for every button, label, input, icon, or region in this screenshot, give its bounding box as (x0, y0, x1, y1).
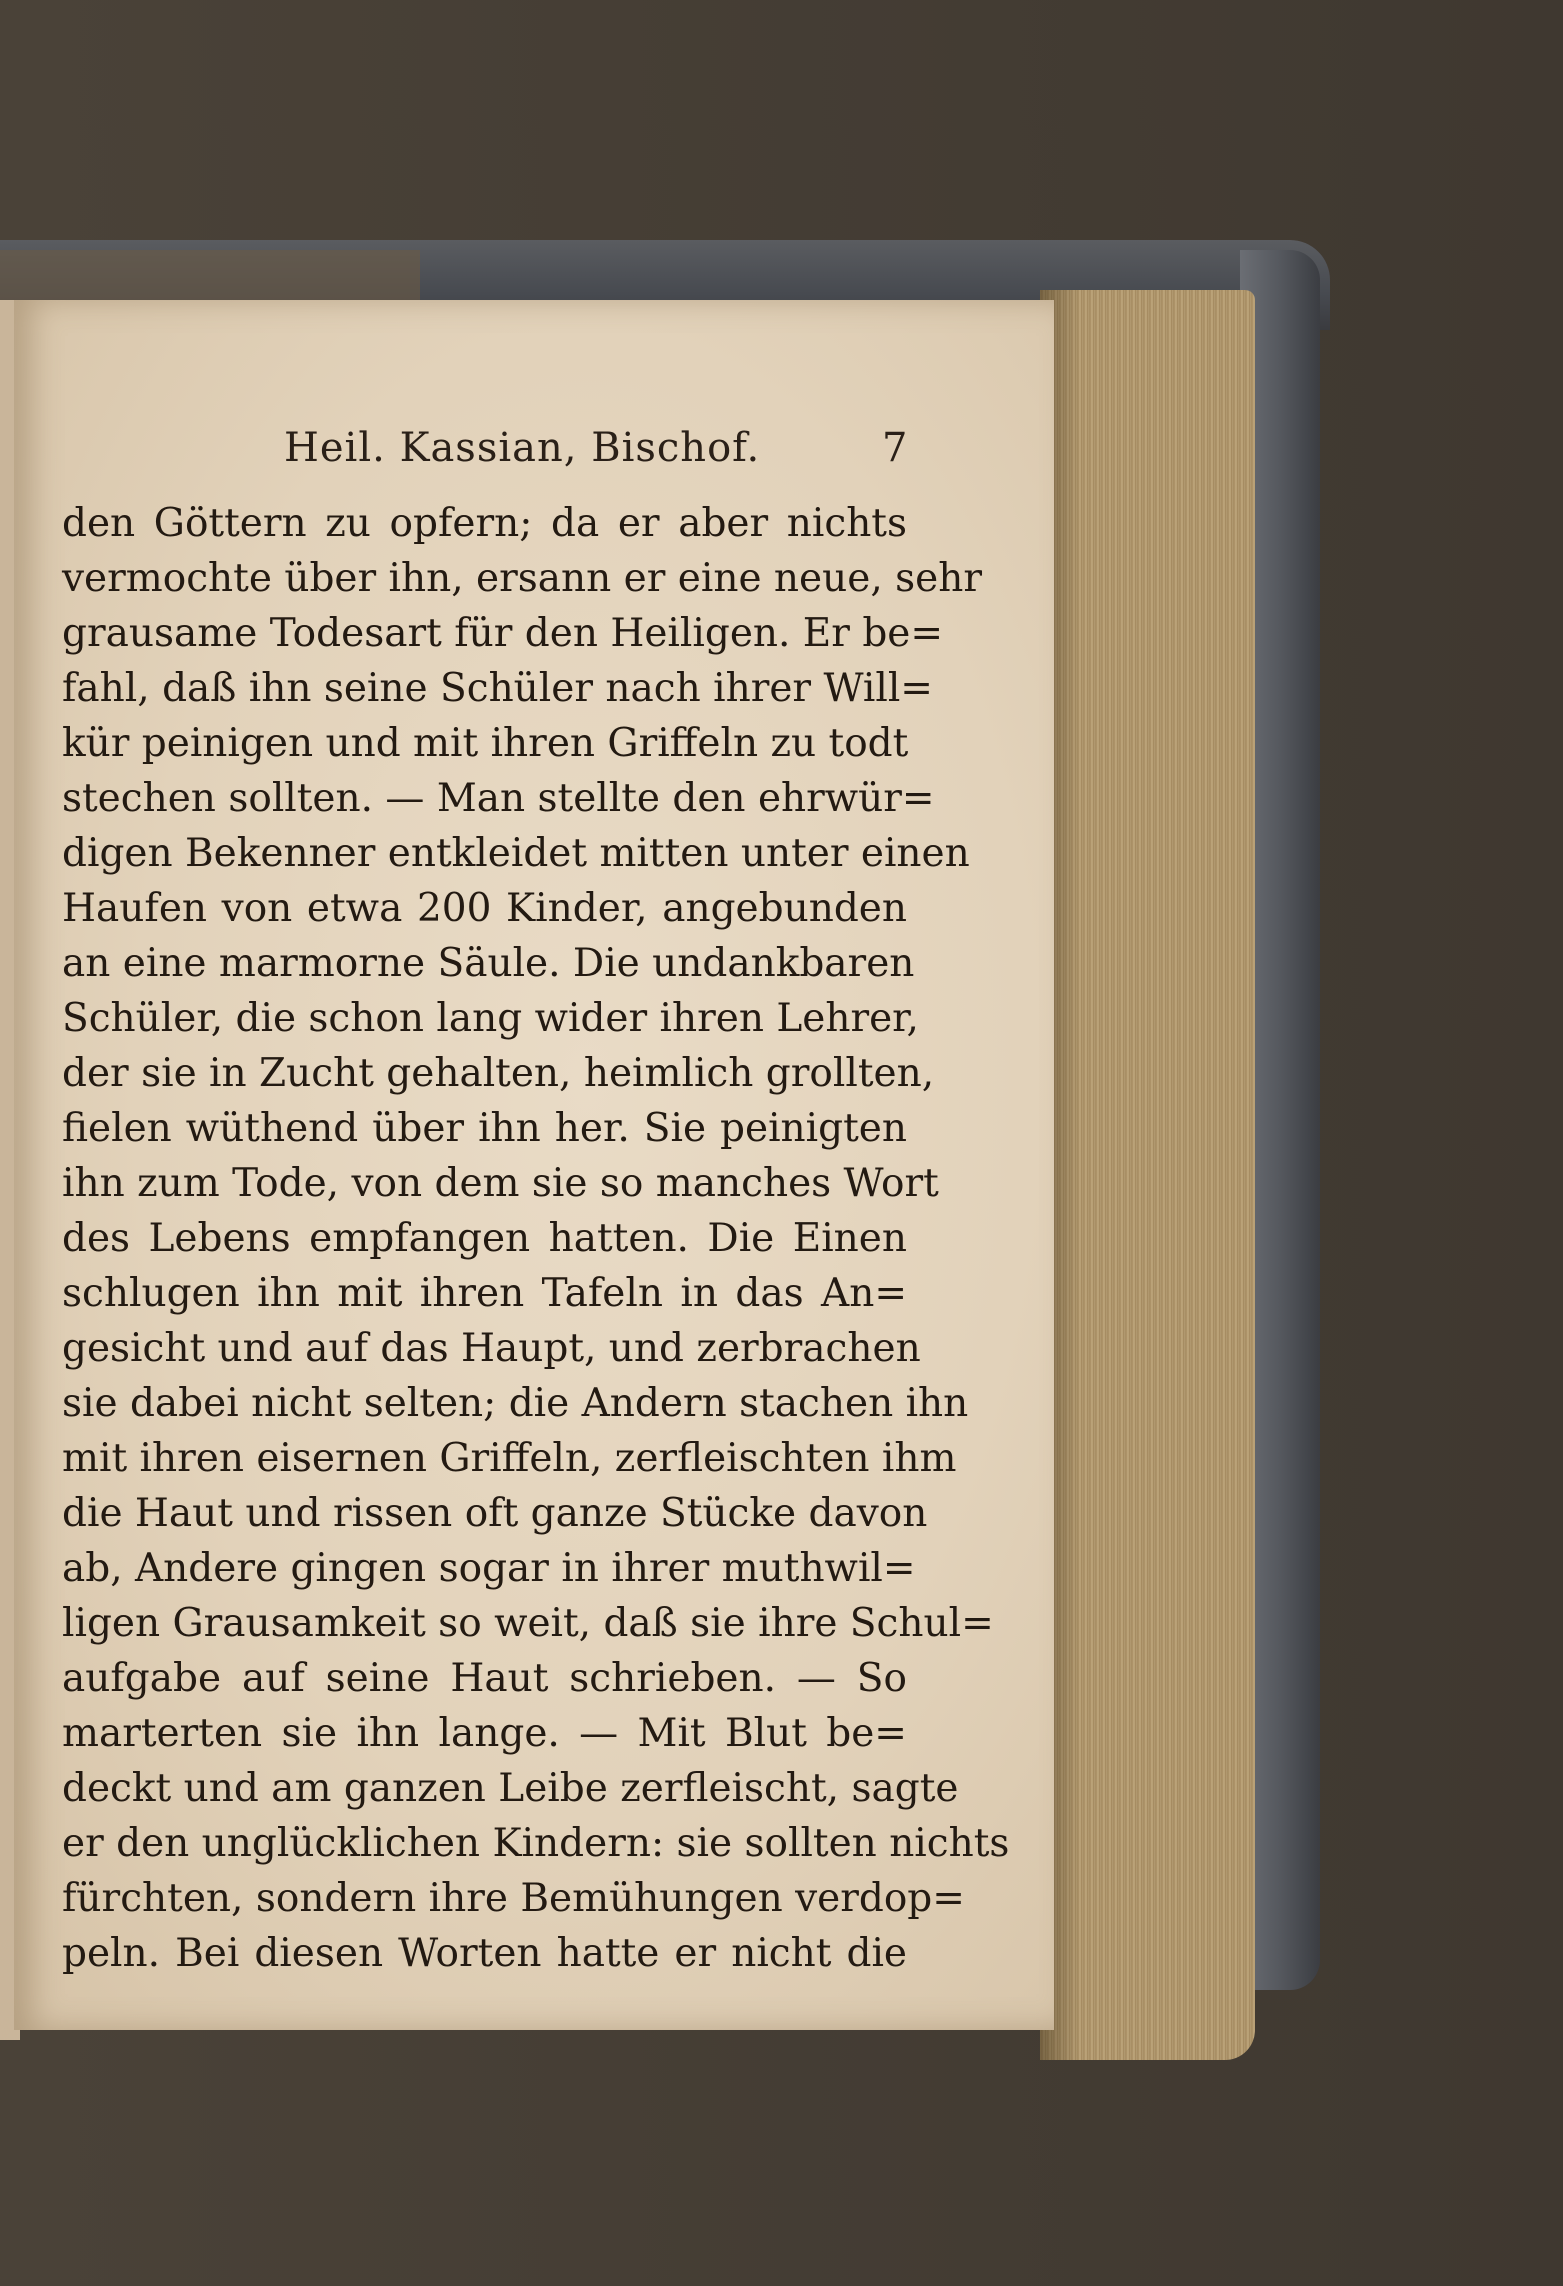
text-line: ab, Andere gingen sogar in ihrer muthwil= (62, 1546, 916, 1591)
text-line: digen Bekenner entkleidet mitten unter einen (62, 831, 970, 876)
text-line: deckt und am ganzen Leibe zerfleischt, sagte (62, 1766, 959, 1811)
text-line: er den unglücklichen Kindern: sie sollten nichts (62, 1821, 1010, 1866)
text-line: fahl, daß ihn seine Schüler nach ihrer Will= (62, 666, 933, 711)
text-line: der sie in Zucht gehalten, heimlich grollten, (62, 1051, 935, 1096)
text-line: aufgabe auf seine Haut schrieben. — So (62, 1656, 907, 1701)
text-line: vermochte über ihn, ersann er eine neue, sehr (62, 556, 982, 601)
body-text (62, 496, 1010, 1981)
book-page (14, 300, 1054, 2030)
text-line: ihn zum Tode, von dem sie so manches Wort (62, 1161, 939, 1206)
page-number: 7 (882, 425, 908, 471)
text-line: fürchten, sondern ihre Bemühungen verdop= (62, 1876, 965, 1921)
text-line: grausame Todesart für den Heiligen. Er be= (62, 611, 944, 656)
text-line: die Haut und rissen oft ganze Stücke davon (62, 1491, 928, 1536)
running-head (14, 425, 1054, 485)
text-line: marterten sie ihn lange. — Mit Blut be= (62, 1711, 907, 1756)
text-line: Schüler, die schon lang wider ihren Lehrer, (62, 996, 919, 1041)
text-line: an eine marmorne Säule. Die undankbaren (62, 941, 915, 986)
text-line: Haufen von etwa 200 Kinder, angebunden (62, 886, 907, 931)
text-line: ligen Grausamkeit so weit, daß sie ihre Schul= (62, 1601, 994, 1646)
text-line: des Lebens empfangen hatten. Die Einen (62, 1216, 907, 1261)
text-line: mit ihren eisernen Griffeln, zerfleischten ihm (62, 1436, 957, 1481)
text-line: stechen sollten. — Man stellte den ehrwür= (62, 776, 935, 821)
text-line: kür peinigen und mit ihren Griffeln zu todt (62, 721, 909, 766)
running-title: Heil. Kassian, Bischof. (284, 425, 761, 471)
text-line: schlugen ihn mit ihren Tafeln in das An= (62, 1271, 907, 1316)
text-line: peln. Bei diesen Worten hatte er nicht die (62, 1931, 907, 1976)
text-line: den Göttern zu opfern; da er aber nichts (62, 501, 907, 546)
text-line: gesicht und auf das Haupt, und zerbrachen (62, 1326, 921, 1371)
text-line: sie dabei nicht selten; die Andern stachen ihn (62, 1381, 969, 1426)
text-line: fielen wüthend über ihn her. Sie peinigten (62, 1106, 907, 1151)
